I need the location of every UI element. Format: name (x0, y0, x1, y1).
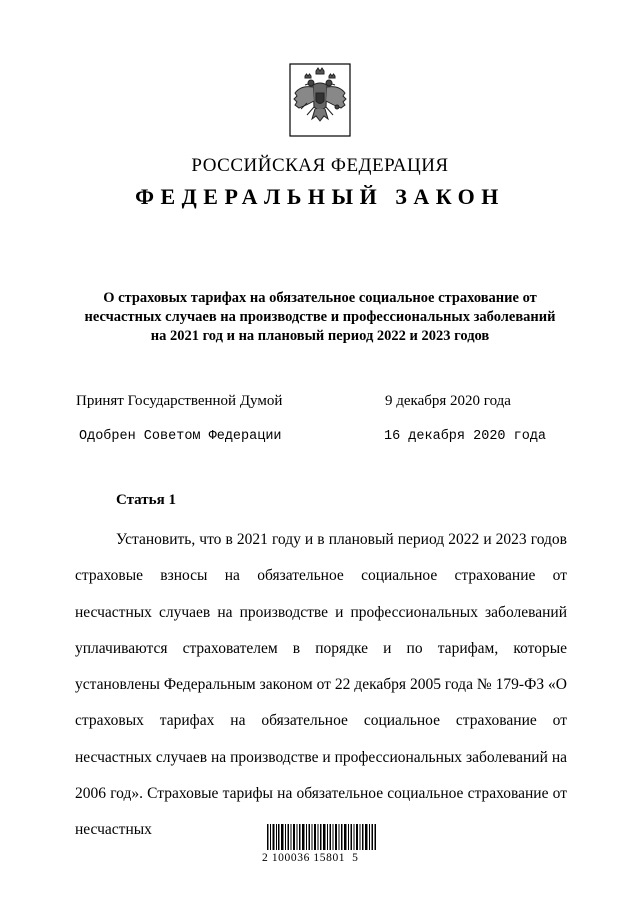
coat-of-arms-icon (289, 63, 351, 137)
country-name: РОССИЙСКАЯ ФЕДЕРАЦИЯ (191, 155, 449, 176)
law-title: О страховых тарифах на обязательное социальное страхование от несчастных случаев на производстве и профессиональных заболеваний на 2021 год и на плановый период 2022 и 2023 годов (84, 290, 556, 344)
duma-adoption-date: 9 декабря 2020 года (385, 393, 511, 409)
article-text (75, 522, 567, 849)
duma-adoption-label: Принят Государственной Думой (76, 393, 283, 409)
law-type-heading: ФЕДЕРАЛЬНЫЙ ЗАКОН (135, 184, 505, 209)
article-heading: Статья 1 (116, 492, 176, 508)
council-approval-row (0, 429, 640, 449)
barcode-icon (267, 820, 377, 850)
council-approval-date: 16 декабря 2020 года (384, 429, 547, 444)
council-approval-label: Одобрен Советом Федерации (79, 429, 282, 444)
article-text-content: Установить, что в 2021 году и в плановый период 2022 и 2023 годов страховые взносы на обязательное социальное страхование от несчастных случаев на производстве и профессиональных заболеваний уплачиваются страхователем в порядке и по тарифам, которые установлены Федеральным законом от 22 декабря 2005 года № 179-ФЗ «О страховых тарифах на обязательное социальное страхование от несчастных случаев на производстве и профессиональных заболеваний на 2006 год». Страховые тарифы на обязательное социальное страхование от несчастных (75, 531, 567, 839)
barcode-number: 2 100036 15801 5 (262, 852, 359, 864)
duma-adoption-row (0, 393, 640, 413)
